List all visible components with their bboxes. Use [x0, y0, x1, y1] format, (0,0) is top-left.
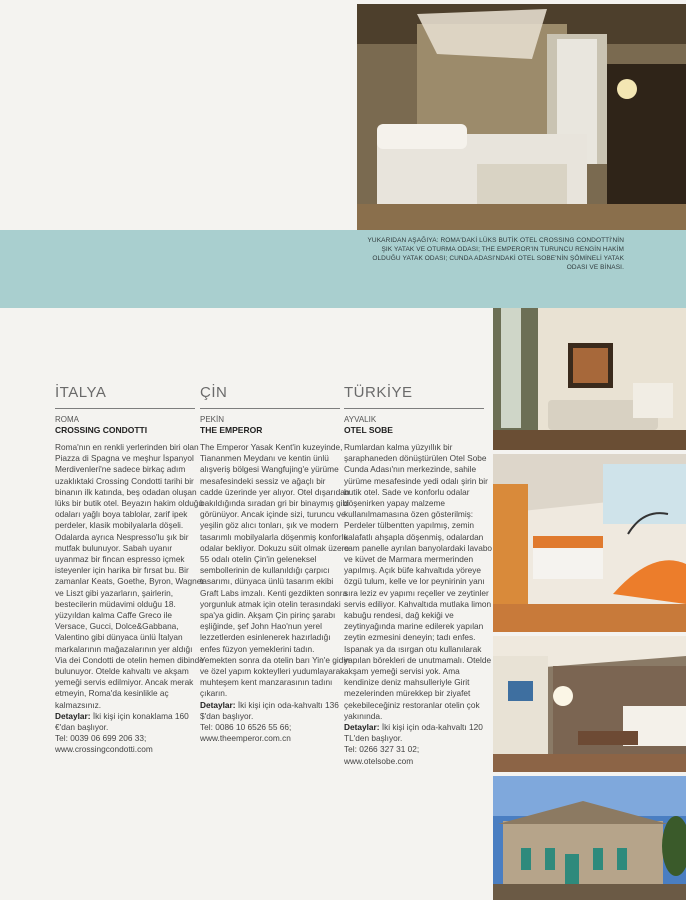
living-room-illustration — [493, 308, 686, 450]
details-text: İki kişi için oda-kahvaltı 136 $'dan başlıyor. — [200, 699, 339, 721]
column-china — [200, 384, 350, 744]
fireplace-bedroom-photo — [493, 636, 686, 772]
divider — [200, 408, 340, 409]
details-label: Detaylar: — [344, 722, 380, 733]
hotel-name: CROSSING CONDOTTI — [55, 425, 148, 435]
article-body: Roma'nın en renkli yerlerinden biri olan Piazza di Spagna ve meşhur İspanyol Merdivenleri'ne sadece birkaç adım uzaklıktaki Crossing Condotti tarihi bir binanın ilk katında, beş odadan oluşan lüks bir butik otel. Beyazın hakim olduğu odaları yağlı boya tablolar, zarif ipek perdeler, klasik mobilyalarla döşeli. Odalarda ayrıca Nespresso'lu şık bir mutfak bulunuyor. Sabah uyanır uyanmaz bir fincan espresso içmek isteyenler için harika bir fırsat bu. Bir zamanlar Keats, Goethe, Byron, Wagner ve Liszt gibi yazarların, şairlerin, bestecilerin müdavimi olduğu 18. yüzyıldan kalma Caffe Greco ile Versace, Gucci, Dolce&Gabbana, Valentino gibi dünyaca ünlü İtalyan markalarının mağazalarının yer aldığı Via dei Condotti de otelin hemen dibinde bulunuyor. Otelde kahvaltı ve akşam yemeği servis edilmiyor. Ancak merak etmeyin, Roma'da kesinlikle aç kalmazsınız. — [55, 442, 205, 710]
hotel-name: OTEL SOBE — [344, 425, 393, 435]
hotel-bedroom-photo — [357, 4, 686, 230]
phone-number: Tel: 0039 06 699 206 33; — [55, 733, 147, 744]
country-heading: İTALYA — [55, 384, 107, 401]
fireplace-bedroom-illustration — [493, 636, 686, 772]
details-text: İki kişi için oda-kahvaltı 120 TL'den başlıyor. — [344, 722, 483, 744]
orange-bedroom-illustration — [493, 454, 686, 632]
hotel-name: THE EMPEROR — [200, 425, 263, 435]
orange-bedroom-photo — [493, 454, 686, 632]
photo-caption: YUKARIDAN AŞAĞIYA: ROMA'DAKİ LÜKS BUTİK OTEL CROSSING CONDOTTİ'NİN ŞIK YATAK VE OTURMA ODASI; THE EMPEROR'IN TURUNCU RENGİN HAKİM OLDUĞU YATAK ODASI; CUNDA ADASI'NDAKİ OTEL SOBE'NİN ŞÖMİNELİ YATAK ODASI VE BİNASI. — [367, 237, 624, 271]
stone-building-illustration — [493, 776, 686, 900]
city-label: PEKİN — [200, 415, 225, 424]
details-line — [344, 722, 494, 744]
divider — [344, 408, 484, 409]
details-label: Detaylar: — [55, 710, 91, 721]
article-body: The Emperor Yasak Kent'in kuzeyinde, Tiananmen Meydanı ve kentin ünlü alışveriş bölgesi Wangfujing'e yürüme mesafesindeki sessiz ve ağaçlı bir cadde üzerinde yer alıyor. Otel dışarıdan bakıldığında sıradan gri bir binaymış gibi görünüyor. Ancak içinde sizi, turuncu ve yeşilin göz alıcı tonları, şık ve modern tasarımlı mobilyalarla döşenmiş konforlu odalar bekliyor. Dokuzu süit olmak üzere 55 odalı otelin Çin'in geleneksel sembollerinin de kullanıldığı çarpıcı tasarımı, dünyaca ünlü tasarım ekibi Graft Labs imzalı. Kenti gezdikten sonra yorgunluk atmak için otelin terasındaki spa'ya gidin. Akşam Çin pirinç şarabı eşliğinde, şef John Hao'nun yerel lezzetlerden esinlenerek hazırladığı enfes füzyon yemeklerini tadın. Yemekten sonra da otelin barı Yin'e gidin ve özel yapım kokteylleri yudumlayarak muhteşem kent manzarasının tadını çıkarın. — [200, 442, 350, 699]
website-link[interactable]: www.otelsobe.com — [344, 755, 414, 766]
bedroom-illustration — [357, 4, 686, 230]
living-room-photo — [493, 308, 686, 450]
city-label: ROMA — [55, 415, 79, 424]
column-turkey — [344, 384, 494, 767]
phone-number: Tel: 0266 327 31 02; — [344, 744, 420, 755]
city-label: AYVALIK — [344, 415, 377, 424]
website-link[interactable]: www.crossingcondotti.com — [55, 744, 153, 755]
website-link[interactable]: www.theemperor.com.cn — [200, 733, 291, 744]
country-heading: TÜRKİYE — [344, 384, 413, 401]
details-label: Detaylar: — [200, 699, 236, 710]
divider — [55, 408, 195, 409]
details-line — [200, 700, 350, 722]
details-line — [55, 711, 205, 733]
column-italy — [55, 384, 205, 756]
phone-number: Tel: 0086 10 6526 55 66; — [200, 722, 292, 733]
country-heading: ÇİN — [200, 384, 228, 401]
details-text: İki kişi için konaklama 160 €'dan başlıyor. — [55, 710, 189, 733]
stone-building-photo — [493, 776, 686, 900]
article-body: Rumlardan kalma yüzyıllık bir şaraphaneden dönüştürülen Otel Sobe Cunda Adası'nın merkezinde, sahile yürüme mesafesinde yedi odalı şirin bir butik otel. Sade ve konforlu odalar döşenirken yapay malzeme kullanılmamasına özen gösterilmiş: Perdeler tülbentten yapılmış, zemin kalafatlı ahşapla döşenmiş, odalardan cam panelle ayrılan banyolardaki lavabo ve küvet de Marmara mermerinden yapılmış. Açık büfe kahvaltıda yöreye özgü tulum, kelle ve lor peynirinin yanı sıra leziz ev yapımı reçeller ve zeytinler servis ediliyor. Kahvaltıda mutlaka limon kabuğu rendesi, dağ kekiği ve zeytinyağında marine edilerek yapılan zeytin ezmesini deneyin; tadı enfes. Ispanak ya da ısırgan otu kullanılarak yapılan börekleri de unutmamalı. Otelde akşam yemeği servisi yok. Ama kendinize deniz mahsulleriyle Girit mezelerinden mürekkep bir ziyafet çekebileceğiniz restoranlar otelin çok yakınında. — [344, 442, 493, 721]
